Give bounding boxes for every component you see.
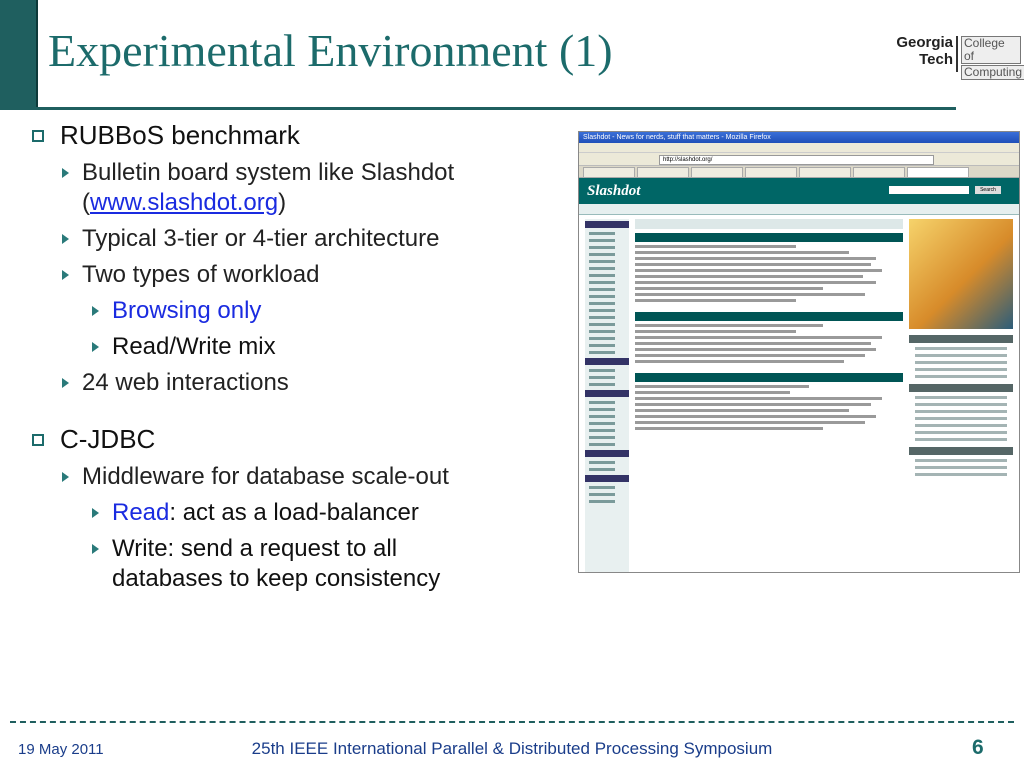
triangle-bullet-icon bbox=[62, 168, 69, 178]
browser-tab bbox=[745, 167, 797, 178]
footer-date: 19 May 2011 bbox=[18, 741, 104, 758]
story-header bbox=[635, 312, 903, 321]
right-box-header bbox=[909, 384, 1013, 392]
slide-title: Experimental Environment (1) bbox=[48, 25, 613, 76]
triangle-bullet-icon bbox=[62, 472, 69, 482]
slashdot-search-field bbox=[889, 186, 969, 194]
bullet-cjdbc bbox=[30, 422, 570, 594]
slashdot-right-column bbox=[909, 219, 1013, 573]
bullet-middleware bbox=[60, 462, 570, 594]
logo-line-georgia: Georgia bbox=[896, 34, 953, 51]
slashdot-subnav bbox=[579, 204, 1019, 215]
logo-line-computing: Computing bbox=[961, 65, 1024, 80]
triangle-bullet-icon bbox=[92, 508, 99, 518]
story-header bbox=[635, 373, 903, 382]
footer-divider bbox=[10, 721, 1014, 723]
read-write-mix-text: Read/Write mix bbox=[112, 333, 276, 360]
bullet-list bbox=[30, 118, 570, 594]
slashdot-header bbox=[579, 178, 1019, 204]
browser-url-field: http://slashdot.org/ bbox=[659, 155, 934, 165]
square-bullet-icon bbox=[32, 130, 44, 142]
triangle-bullet-icon bbox=[62, 378, 69, 388]
triangle-bullet-icon bbox=[62, 234, 69, 244]
sidebar-header bbox=[585, 358, 629, 365]
triangle-bullet-icon bbox=[92, 306, 99, 316]
bullet-read-write-mix bbox=[82, 332, 570, 362]
read-word: Read bbox=[112, 499, 170, 526]
slashdot-screenshot bbox=[578, 131, 1020, 573]
cjdbc-sublist bbox=[60, 462, 570, 594]
bullet-read bbox=[82, 498, 570, 528]
browsing-only-text: Browsing only bbox=[112, 297, 262, 324]
workload-sublist bbox=[82, 296, 570, 362]
slashdot-link[interactable]: www.slashdot.org bbox=[90, 189, 279, 216]
right-box-header bbox=[909, 447, 1013, 455]
sidebar-header bbox=[585, 390, 629, 397]
triangle-bullet-icon bbox=[92, 342, 99, 352]
middleware-sublist bbox=[82, 498, 570, 594]
write-description-line2: databases to keep consistency bbox=[112, 565, 441, 592]
right-box-header bbox=[909, 335, 1013, 343]
slashdot-sidebar bbox=[585, 219, 629, 573]
browser-tab bbox=[637, 167, 689, 178]
advertisement-image bbox=[909, 219, 1013, 329]
browser-tab-strip bbox=[579, 166, 1019, 178]
write-description-line1: Write: send a request to all bbox=[112, 535, 398, 562]
story-banner bbox=[635, 219, 903, 229]
read-description: : act as a load-balancer bbox=[169, 499, 419, 526]
triangle-bullet-icon bbox=[62, 270, 69, 280]
rubbos-sublist bbox=[60, 158, 570, 398]
sidebar-header bbox=[585, 450, 629, 457]
footer-conference: 25th IEEE International Parallel & Distributed Processing Symposium bbox=[251, 739, 773, 758]
bullet-web-interactions bbox=[60, 368, 570, 398]
bullet-rubbos-label: RUBBoS benchmark bbox=[60, 120, 300, 150]
slashdot-search-button: Search bbox=[975, 186, 1001, 194]
workload-types-text: Two types of workload bbox=[82, 261, 320, 288]
bullet-tier-architecture bbox=[60, 224, 570, 254]
bullet-browsing-only bbox=[82, 296, 570, 326]
title-underline bbox=[36, 107, 956, 110]
logo-line-tech: Tech bbox=[919, 51, 953, 68]
logo-college-text bbox=[961, 36, 1021, 81]
bullet-cjdbc-label: C-JDBC bbox=[60, 424, 156, 454]
bulletin-board-text: Bulletin board system like Slashdot bbox=[82, 159, 455, 186]
page-number: 6 bbox=[972, 736, 984, 759]
sidebar-header bbox=[585, 221, 629, 228]
browser-title-bar: Slashdot - News for nerds, stuff that matters - Mozilla Firefox bbox=[579, 132, 1019, 143]
browser-nav-bar bbox=[579, 153, 1019, 166]
browser-tab bbox=[691, 167, 743, 178]
logo-line-college: College of bbox=[961, 36, 1021, 64]
sidebar-header bbox=[585, 475, 629, 482]
slashdot-logo: Slashdot bbox=[587, 183, 641, 199]
browser-tab bbox=[799, 167, 851, 178]
slashdot-stories bbox=[635, 219, 903, 573]
bullet-workload-types bbox=[60, 260, 570, 362]
browser-tab-active bbox=[907, 167, 969, 178]
bullet-rubbos bbox=[30, 118, 570, 398]
title-accent-bar bbox=[0, 0, 38, 110]
slashdot-body bbox=[579, 215, 1019, 573]
logo-georgia-tech-text bbox=[895, 34, 953, 68]
browser-tab bbox=[853, 167, 905, 178]
bullet-write bbox=[82, 534, 570, 594]
browser-tab bbox=[583, 167, 635, 178]
square-bullet-icon bbox=[32, 434, 44, 446]
bullet-bulletin-board: Bulletin board system like Slashdot (www.slashdot.org) bbox=[60, 158, 570, 218]
browser-menu-bar bbox=[579, 143, 1019, 153]
middleware-text: Middleware for database scale-out bbox=[82, 463, 449, 490]
triangle-bullet-icon bbox=[92, 544, 99, 554]
logo-separator bbox=[956, 36, 958, 72]
story-header bbox=[635, 233, 903, 242]
web-interactions-text: 24 web interactions bbox=[82, 369, 289, 396]
georgia-tech-logo bbox=[895, 34, 1023, 79]
tier-architecture-text: Typical 3-tier or 4-tier architecture bbox=[82, 225, 440, 252]
